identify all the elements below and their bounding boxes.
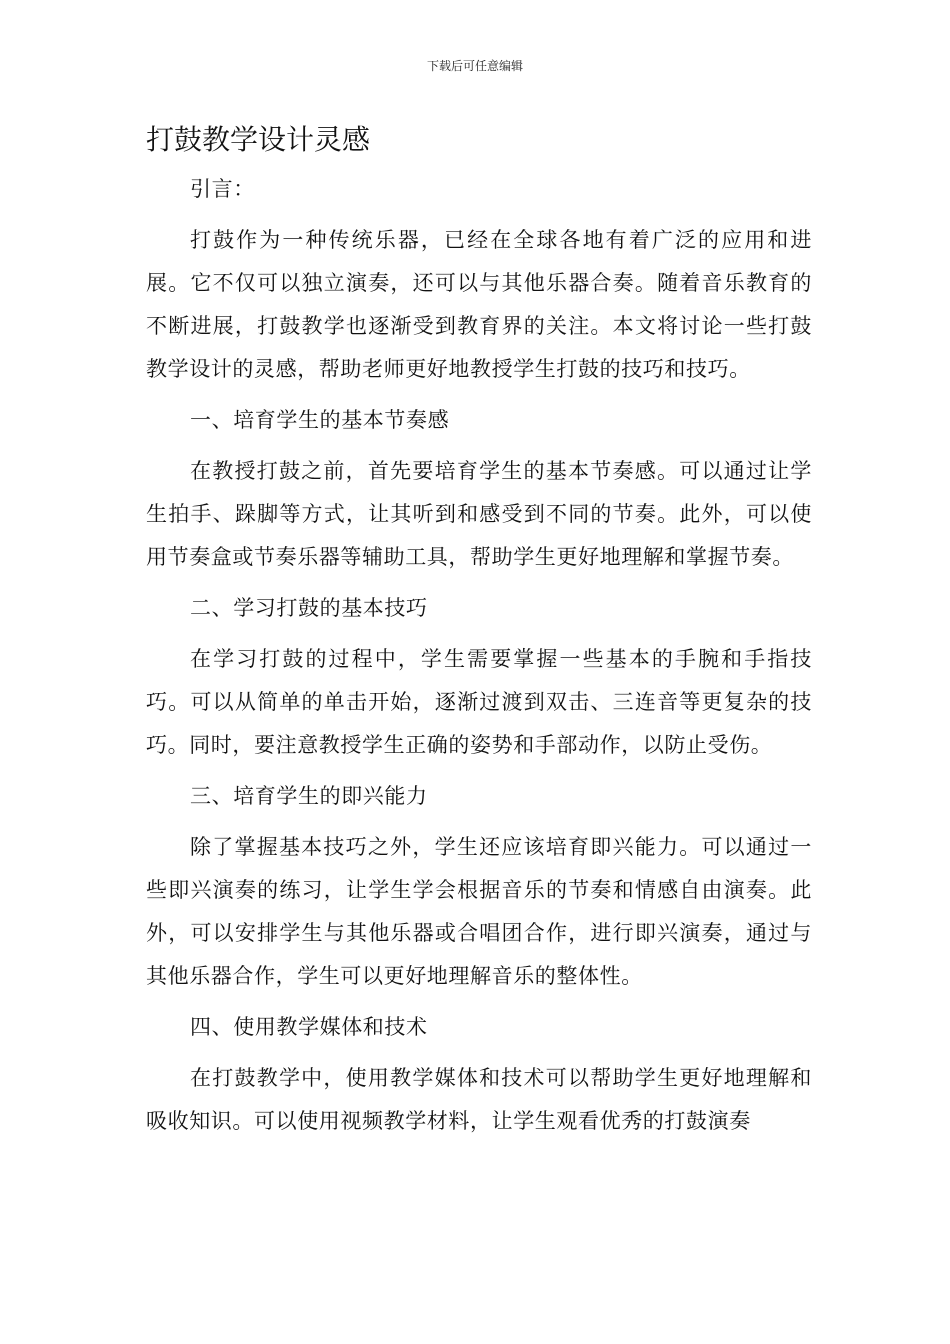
- intro-paragraph: 打鼓作为一种传统乐器，已经在全球各地有着广泛的应用和进展。它不仅可以独立演奏，还可以与其他乐器合奏。随着音乐教育的不断进展，打鼓教学也逐渐受到教育界的关注。本文将讨论一些打鼓教学设计的灵感，帮助老师更好地教授学生打鼓的技巧和技巧。: [146, 228, 812, 381]
- section-heading-2: 二、学习打鼓的基本技巧: [190, 596, 428, 620]
- section-heading-3: 三、培育学生的即兴能力: [190, 784, 428, 808]
- document-body: [146, 168, 812, 1151]
- document-title: 打鼓教学设计灵感: [146, 123, 371, 156]
- section-paragraph-3: 除了掌握基本技巧之外，学生还应该培育即兴能力。可以通过一些即兴演奏的练习，让学生学会根据音乐的节奏和情感自由演奏。此外，可以安排学生与其他乐器或合唱团合作，进行即兴演奏，通过与其他乐器合作，学生可以更好地理解音乐的整体性。: [146, 835, 812, 988]
- section-heading-1: 一、培育学生的基本节奏感: [190, 408, 450, 432]
- section-paragraph-2: 在学习打鼓的过程中，学生需要掌握一些基本的手腕和手指技巧。可以从简单的单击开始，逐渐过渡到双击、三连音等更复杂的技巧。同时，要注意教授学生正确的姿势和手部动作，以防止受伤。: [146, 647, 812, 757]
- section-paragraph-4: 在打鼓教学中，使用教学媒体和技术可以帮助学生更好地理解和吸收知识。可以使用视频教学材料，让学生观看优秀的打鼓演奏: [146, 1066, 812, 1133]
- intro-label: 引言：: [190, 177, 255, 201]
- page-header-note: 下载后可任意编辑: [426, 59, 523, 73]
- section-heading-4: 四、使用教学媒体和技术: [190, 1015, 428, 1039]
- section-paragraph-1: 在教授打鼓之前，首先要培育学生的基本节奏感。可以通过让学生拍手、跺脚等方式，让其听到和感受到不同的节奏。此外，可以使用节奏盒或节奏乐器等辅助工具，帮助学生更好地理解和掌握节奏。: [146, 459, 812, 569]
